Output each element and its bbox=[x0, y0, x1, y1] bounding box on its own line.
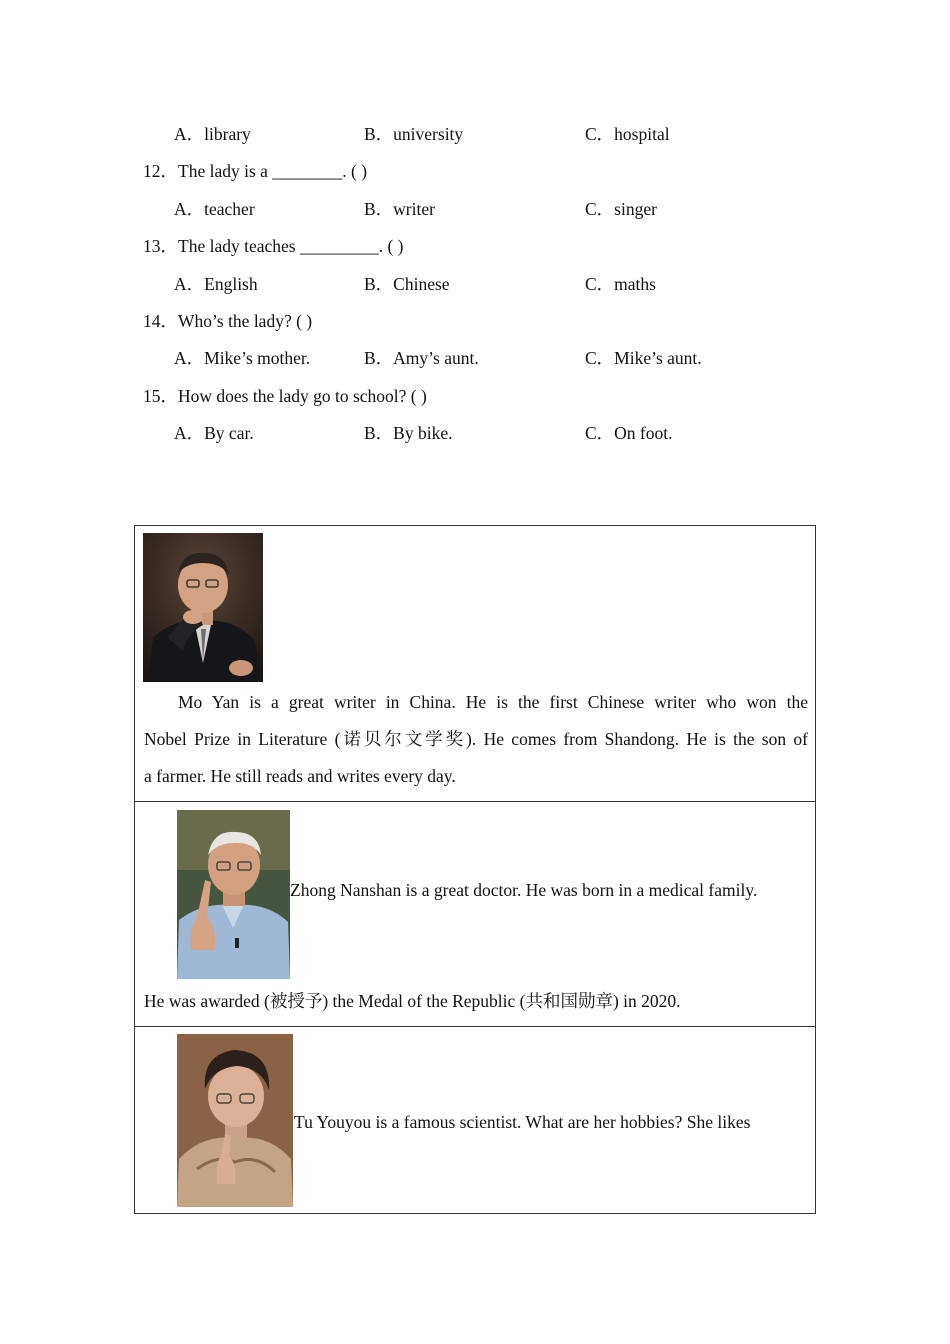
table-row-zhong-nanshan bbox=[135, 801, 815, 1026]
mo-yan-photo bbox=[143, 533, 263, 682]
option-a: A．By car. bbox=[174, 423, 254, 443]
mo-yan-line-1: Mo Yan is a great writer in China. He is the first Chinese writer who won the bbox=[178, 692, 808, 712]
question-stem: How does the lady go to school? ( ) bbox=[178, 386, 427, 406]
option-b: B．writer bbox=[364, 199, 435, 219]
option-c: C．On foot. bbox=[585, 423, 673, 443]
question-14 bbox=[143, 310, 312, 332]
question-15 bbox=[143, 385, 427, 407]
option-b: B．university bbox=[364, 124, 464, 144]
option-c: C．singer bbox=[585, 199, 657, 219]
option-b: B．Chinese bbox=[364, 274, 450, 294]
option-a: A．Mike’s mother. bbox=[174, 348, 311, 368]
question-number: 12． bbox=[143, 161, 178, 181]
zhong-nanshan-line-2: He was awarded (被授予) the Medal of the Republic (共和国勋章) in 2020. bbox=[144, 991, 681, 1011]
question-number: 14． bbox=[143, 311, 178, 331]
question-number: 13． bbox=[143, 236, 178, 256]
table-row-mo-yan bbox=[135, 526, 815, 801]
table-row-tu-youyou bbox=[135, 1026, 815, 1213]
option-a: A．library bbox=[174, 124, 251, 144]
question-12 bbox=[143, 160, 367, 182]
option-c: C．Mike’s aunt. bbox=[585, 348, 702, 368]
reading-table bbox=[134, 525, 816, 1214]
mo-yan-line-3: a farmer. He still reads and writes every day. bbox=[144, 766, 456, 786]
zhong-nanshan-photo bbox=[177, 810, 290, 979]
question-stem: The lady is a ________. ( ) bbox=[178, 161, 368, 181]
option-a: A．teacher bbox=[174, 199, 255, 219]
zhong-nanshan-line-1: Zhong Nanshan is a great doctor. He was born in a medical family. bbox=[290, 880, 758, 900]
option-c: C．hospital bbox=[585, 124, 670, 144]
option-b: B．By bike. bbox=[364, 423, 453, 443]
option-c: C．maths bbox=[585, 274, 656, 294]
question-number: 15． bbox=[143, 386, 178, 406]
question-13 bbox=[143, 235, 403, 257]
option-a: A．English bbox=[174, 274, 258, 294]
option-b: B．Amy’s aunt. bbox=[364, 348, 479, 368]
mo-yan-line-2: Nobel Prize in Literature (诺贝尔文学奖). He comes from Shandong. He is the son of bbox=[144, 729, 808, 749]
question-stem: The lady teaches _________. ( ) bbox=[178, 236, 404, 256]
question-stem: Who’s the lady? ( ) bbox=[178, 311, 313, 331]
tu-youyou-line-1: Tu Youyou is a famous scientist. What are her hobbies? She likes bbox=[294, 1112, 751, 1132]
tu-youyou-photo bbox=[177, 1034, 293, 1207]
